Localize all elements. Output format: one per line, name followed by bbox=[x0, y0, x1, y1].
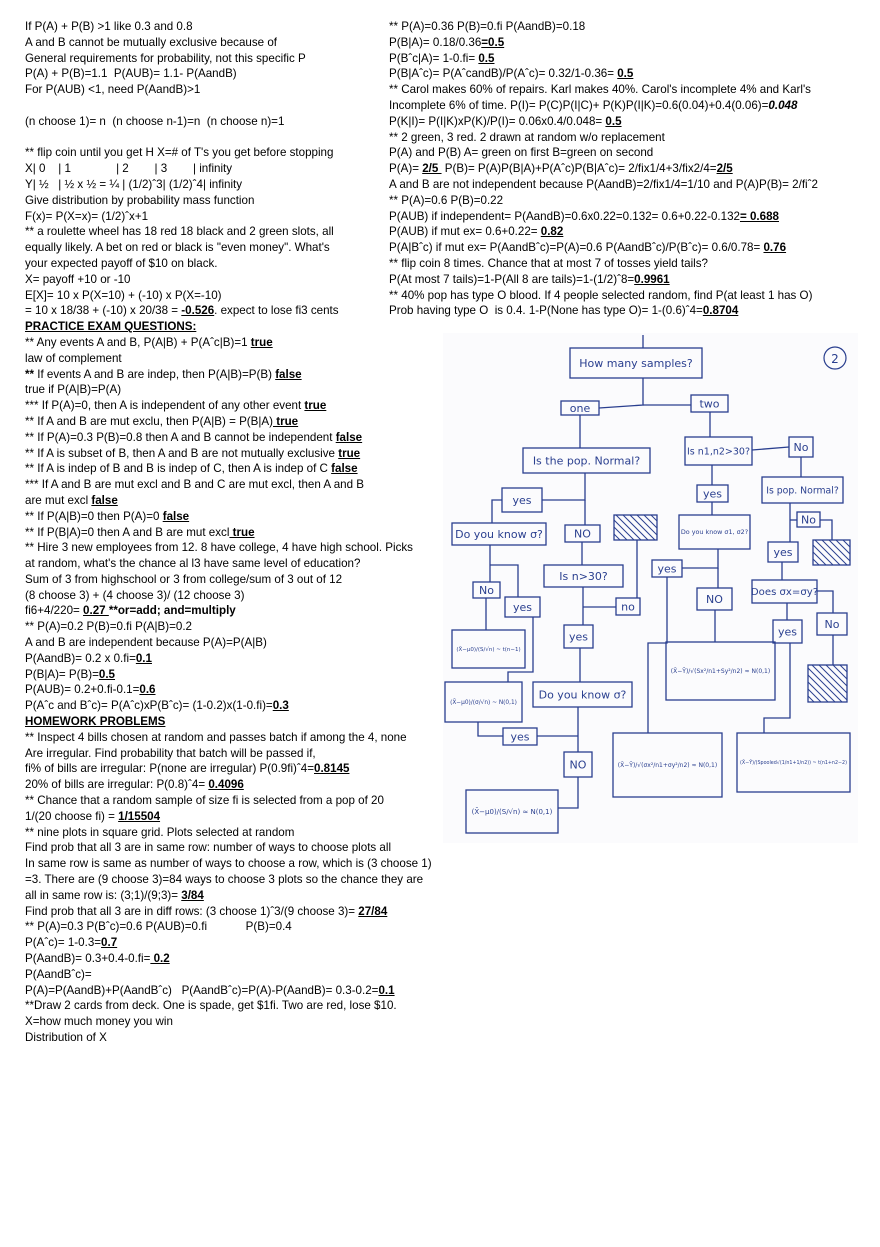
text-line bbox=[25, 746, 440, 762]
text-segment: ** Carol makes 60% of repairs. Karl makes 40%. Carol's incomplete 4% and Karl's bbox=[389, 83, 811, 97]
text-line bbox=[389, 193, 869, 209]
flowchart-label: Do you know σ? bbox=[538, 688, 627, 702]
flowchart-label: No bbox=[793, 440, 809, 454]
text-segment: If P(A) + P(B) >1 like 0.3 and 0.8 bbox=[25, 20, 193, 33]
text-segment: ** P(A)=0.6 P(B)=0.22 bbox=[389, 193, 504, 207]
left-notes-column bbox=[25, 19, 440, 1046]
flowchart-label: (X̄−Ȳ)/√(σx²/n1+σy²/n2) ≈ N(0,1) bbox=[617, 762, 718, 770]
text-segment: ** If P(A|B)=0 then P(A)=0 bbox=[25, 509, 163, 523]
text-line bbox=[389, 66, 869, 82]
answer-text: 0.6 bbox=[139, 683, 156, 697]
text-segment: P(B)= P(A)P(B|A)+P(Aˆc)P(B|Aˆc)= 2/fix1/4+3/fix2/4= bbox=[441, 162, 717, 176]
text-line bbox=[25, 935, 440, 951]
text-line bbox=[25, 825, 440, 841]
answer-text: 2/5 bbox=[422, 162, 442, 176]
text-segment: 1/(20 choose fi) = bbox=[25, 809, 119, 823]
flowchart-label: Is n1,n2>30? bbox=[686, 446, 751, 458]
answer-text: PRACTICE EXAM QUESTIONS: bbox=[25, 320, 197, 334]
flowchart-label: (X̄−μ0)/(σ/√n) ~ N(0,1) bbox=[450, 700, 517, 707]
flowchart-label: NO bbox=[574, 527, 591, 541]
text-segment: Give distribution by probability mass function bbox=[25, 193, 255, 207]
flowchart-label: yes bbox=[773, 545, 793, 559]
text-line bbox=[25, 209, 440, 225]
text-line bbox=[25, 130, 440, 146]
text-segment: ** If P(A)=0.3 P(B)=0.8 then A and B cannot be independent bbox=[25, 430, 336, 444]
text-line bbox=[25, 66, 440, 82]
text-segment: ** flip coin 8 times. Chance that at most 7 of tosses yield tails? bbox=[389, 256, 708, 270]
text-segment: ** P(A)=0.2 P(B)=0.fi P(A|B)=0.2 bbox=[25, 620, 193, 634]
text-segment: ** P(A)=0.3 P(Bˆc)=0.6 P(AUB)=0.fi P(B)=0.4 bbox=[25, 920, 292, 934]
text-line bbox=[25, 509, 440, 525]
text-line bbox=[25, 556, 440, 572]
text-segment: ** Chance that a random sample of size fi is selected from a pop of 20 bbox=[25, 794, 384, 808]
text-line bbox=[25, 145, 440, 161]
text-line bbox=[389, 82, 869, 98]
text-segment: *** If P(A)=0, then A is independent of any other event bbox=[25, 399, 305, 413]
text-segment: P(A)= bbox=[389, 162, 423, 176]
text-segment: your expected payoff of $10 on black. bbox=[25, 256, 218, 270]
flowchart-label: No bbox=[479, 583, 494, 597]
text-segment: 0.048 bbox=[768, 98, 798, 112]
text-line bbox=[25, 603, 440, 619]
text-segment: X= payoff +10 or -10 bbox=[25, 272, 131, 286]
text-segment: (n choose 1)= n (n choose n-1)=n (n choose n)=1 bbox=[25, 114, 285, 128]
text-line bbox=[25, 714, 440, 730]
text-line bbox=[25, 888, 440, 904]
text-segment: P(B|A)= P(B)= bbox=[25, 667, 99, 681]
text-segment: ** Hire 3 new employees from 12. 8 have college, 4 have high school. Picks bbox=[25, 541, 413, 555]
text-line bbox=[25, 872, 440, 888]
text-segment: P(A) and P(B) A= green on first B=green on second bbox=[389, 146, 654, 160]
answer-text: false bbox=[275, 367, 302, 381]
text-line bbox=[389, 98, 869, 114]
text-line bbox=[25, 193, 440, 209]
answer-text: true bbox=[338, 446, 361, 460]
flowchart-label: NO bbox=[569, 758, 587, 772]
text-line bbox=[389, 19, 869, 35]
text-line bbox=[25, 256, 440, 272]
answer-text: 0.27 bbox=[83, 604, 109, 618]
handwritten-flowchart-image bbox=[443, 333, 858, 843]
flowchart-label: (X̄−Ȳ)/(Spooled√(1/n1+1/n2)) ~ t(n1+n2−2) bbox=[740, 761, 847, 767]
text-segment: **Draw 2 cards from deck. One is spade, get $1fi. Two are red, lose $10. bbox=[25, 999, 397, 1013]
answer-text: 0.5 bbox=[617, 67, 634, 81]
flowchart-label: Do you know σ? bbox=[455, 527, 543, 541]
text-segment: fi6+4/220= bbox=[25, 604, 84, 618]
answer-text: 2/5 bbox=[716, 162, 733, 176]
answer-text: false bbox=[335, 430, 363, 444]
answer-text: 0.4096 bbox=[208, 778, 244, 792]
flowchart-label: yes bbox=[512, 493, 532, 507]
text-line bbox=[25, 35, 440, 51]
page-number: 2 bbox=[831, 352, 839, 366]
flowchart-label: How many samples? bbox=[579, 356, 693, 370]
text-segment: 20% of bills are irregular: P(0.8)ˆ4= bbox=[25, 778, 209, 792]
text-segment: equally likely. A bet on red or black is "even money". What's bbox=[25, 241, 330, 255]
text-line bbox=[25, 351, 440, 367]
text-line bbox=[25, 319, 440, 335]
text-segment: ** a roulette wheel has 18 red 18 black and 2 green slots, all bbox=[25, 225, 334, 239]
answer-text: false bbox=[331, 462, 358, 476]
text-line bbox=[25, 951, 440, 967]
text-line bbox=[25, 367, 440, 383]
text-segment: P(AUB) if independent= P(AandB)=0.6x0.22=0.132= 0.6+0.22-0.132 bbox=[389, 209, 740, 223]
text-line bbox=[389, 256, 869, 272]
answer-text: true bbox=[304, 399, 327, 413]
text-line bbox=[25, 682, 440, 698]
text-line bbox=[25, 161, 440, 177]
text-segment: For P(AUB) <1, need P(AandB)>1 bbox=[25, 83, 201, 97]
text-line bbox=[25, 919, 440, 935]
answer-text: 0.1 bbox=[135, 651, 152, 665]
flowchart-label: yes bbox=[777, 625, 798, 639]
text-segment: Find prob that all 3 are in diff rows: (3 choose 1)ˆ3/(9 choose 3)= bbox=[25, 904, 359, 918]
text-segment: true if P(A|B)=P(A) bbox=[25, 383, 122, 397]
text-segment: P(At most 7 tails)=1-P(All 8 are tails)=1-(1/2)ˆ8= bbox=[389, 272, 635, 286]
text-line bbox=[25, 667, 440, 683]
text-segment: ** 2 green, 3 red. 2 drawn at random w/o replacement bbox=[389, 130, 665, 144]
text-segment: P(K|I)= P(I|K)xP(K)/P(I)= 0.06x0.4/0.048= bbox=[389, 114, 606, 128]
text-line bbox=[389, 145, 869, 161]
text-segment: ** P(A)=0.36 P(B)=0.fi P(AandB)=0.18 bbox=[389, 20, 586, 33]
answer-text: = 0.688 bbox=[739, 209, 779, 223]
text-segment: F(x)= P(X=x)= (1/2)ˆx+1 bbox=[25, 209, 149, 223]
text-segment: law of complement bbox=[25, 351, 122, 365]
answer-text: true bbox=[273, 414, 299, 428]
text-segment: ** flip coin until you get H X=# of T's you get before stopping bbox=[25, 146, 334, 160]
text-segment: ** If A is subset of B, then A and B are not mutually exclusive bbox=[25, 446, 339, 460]
text-segment: ** If A is indep of B and B is indep of C, then A is indep of C bbox=[25, 462, 332, 476]
text-line bbox=[25, 840, 440, 856]
answer-text: 0.8145 bbox=[314, 762, 350, 776]
text-line bbox=[389, 272, 869, 288]
text-line bbox=[389, 51, 869, 67]
answer-text: 0.8704 bbox=[702, 304, 739, 318]
flowchart-label: yes bbox=[702, 487, 723, 501]
text-segment: General requirements for probability, not this specific P bbox=[25, 51, 306, 65]
text-segment: P(A)=P(AandB)+P(AandBˆc) P(AandBˆc)=P(A)-P(AandB)= 0.3-0.2= bbox=[25, 983, 379, 997]
text-segment: Incomplete 6% of time. P(I)= P(C)P(I|C)+ P(K)P(I|K)=0.6(0.04)+0.4(0.06)= bbox=[389, 98, 769, 112]
text-line bbox=[25, 730, 440, 746]
answer-text: 0.1 bbox=[378, 983, 395, 997]
text-line bbox=[25, 272, 440, 288]
text-line bbox=[25, 303, 440, 319]
flowchart-label: Do you know σ1, σ2? bbox=[680, 528, 749, 537]
text-line bbox=[25, 635, 440, 651]
text-line bbox=[25, 224, 440, 240]
flowchart-label: (X̄−μ0)/(S/√n) ≈ N(0,1) bbox=[471, 807, 553, 816]
flowchart-label: yes bbox=[510, 730, 530, 744]
text-segment: P(Bˆc|A)= 1-0.fi= bbox=[389, 51, 479, 65]
text-segment: In same row is same as number of ways to choose a row, which is (3 choose 1) bbox=[25, 857, 432, 871]
text-segment: P(AandB)= 0.2 x 0.fi= bbox=[25, 651, 136, 665]
text-line bbox=[25, 98, 440, 114]
text-line bbox=[25, 114, 440, 130]
text-line bbox=[25, 288, 440, 304]
answer-text: 0.5 bbox=[478, 51, 495, 65]
text-line bbox=[25, 525, 440, 541]
text-line bbox=[25, 1030, 440, 1046]
text-segment: (8 choose 3) + (4 choose 3)/ (12 choose 3) bbox=[25, 588, 245, 602]
text-segment: P(B|A)= 0.18/0.36 bbox=[389, 35, 482, 49]
answer-text: -0.526 bbox=[181, 304, 215, 318]
text-segment: Are irregular. Find probability that batch will be passed if, bbox=[25, 746, 316, 760]
flowchart-label: yes bbox=[568, 630, 589, 644]
answer-text: 0.82 bbox=[540, 225, 564, 239]
right-notes-column bbox=[389, 19, 869, 319]
text-segment: ** If P(B|A)=0 then A and B are mut excl bbox=[25, 525, 230, 539]
text-segment: all in same row is: (3;1)/(9;3)= bbox=[25, 888, 182, 902]
text-line bbox=[25, 51, 440, 67]
text-line bbox=[25, 82, 440, 98]
answer-text: HOMEWORK PROBLEMS bbox=[25, 715, 166, 729]
flowchart-label: No bbox=[824, 617, 840, 631]
text-line bbox=[25, 967, 440, 983]
text-line bbox=[389, 130, 869, 146]
text-segment: A and B are independent because P(A)=P(A|B) bbox=[25, 636, 267, 650]
text-segment: P(AandBˆc)= bbox=[25, 967, 92, 981]
text-line bbox=[389, 209, 869, 225]
text-line bbox=[25, 856, 440, 872]
text-line bbox=[389, 224, 869, 240]
text-line bbox=[25, 572, 440, 588]
answer-text: false bbox=[162, 509, 190, 523]
flowchart-label: Is n>30? bbox=[559, 569, 608, 583]
text-line bbox=[25, 588, 440, 604]
text-segment: X| 0 | 1 | 2 | 3 | infinity bbox=[25, 162, 233, 176]
text-segment: ** Any events A and B, P(A|B) + P(Aˆc|B)=1 bbox=[25, 335, 251, 349]
flowchart-label: Does σx=σy? bbox=[750, 587, 819, 599]
text-segment: P(Aˆc)= 1-0.3= bbox=[25, 936, 102, 950]
text-segment: . expect to lose fi3 cents bbox=[214, 304, 339, 318]
text-line bbox=[25, 19, 440, 35]
flowchart-label: two bbox=[699, 397, 720, 411]
flowchart-label: yes bbox=[512, 600, 533, 614]
text-line bbox=[25, 698, 440, 714]
text-line bbox=[389, 161, 869, 177]
text-segment: are mut excl bbox=[25, 493, 92, 507]
answer-text: 0.2 bbox=[150, 952, 170, 966]
text-segment: A and B are not independent because P(AandB)=2/fix1/4=1/10 and P(A)P(B)= 2/fiˆ2 bbox=[389, 177, 818, 191]
answer-text: false bbox=[91, 493, 118, 507]
text-line bbox=[25, 983, 440, 999]
text-line bbox=[389, 240, 869, 256]
flowchart-label: one bbox=[569, 401, 591, 415]
text-line bbox=[25, 809, 440, 825]
text-line bbox=[25, 777, 440, 793]
text-segment: P(Aˆc and Bˆc)= P(Aˆc)xP(Bˆc)= (1-0.2)x(1-0.fi)= bbox=[25, 699, 273, 713]
text-segment: P(A|Bˆc) if mut ex= P(AandBˆc)=P(A)=0.6 P(AandBˆc)/P(Bˆc)= 0.6/0.78= bbox=[389, 241, 764, 255]
text-segment: A and B cannot be mutually exclusive because of bbox=[25, 35, 277, 49]
text-line bbox=[25, 540, 440, 556]
text-segment: Prob having type O is 0.4. 1-P(None has type O)= 1-(0.6)ˆ4= bbox=[389, 304, 703, 318]
answer-text: =0.5 bbox=[481, 35, 505, 49]
text-segment: =3. There are (9 choose 3)=84 ways to choose 3 plots so the chance they are bbox=[25, 873, 424, 887]
text-segment: Find prob that all 3 are in same row: number of ways to choose plots all bbox=[25, 841, 392, 855]
text-line bbox=[25, 793, 440, 809]
flowchart-label: (X̄−Ȳ)/√(Sx²/n1+Sy²/n2) ≈ N(0,1) bbox=[670, 668, 771, 676]
answer-text: 0.5 bbox=[98, 667, 116, 681]
answer-text: 27/84 bbox=[358, 904, 388, 918]
text-segment: fi% of bills are irregular: P(none are irregular) P(0.9fi)ˆ4= bbox=[25, 762, 314, 776]
text-segment: Sum of 3 from highschool or 3 from college/sum of 3 out of 12 bbox=[25, 572, 343, 586]
text-segment: P(A) + P(B)=1.1 P(AUB)= 1.1- P(AandB) bbox=[25, 67, 237, 81]
text-line bbox=[389, 35, 869, 51]
flowchart-label: yes bbox=[657, 562, 677, 576]
flowchart-label: NO bbox=[706, 592, 723, 606]
text-line bbox=[389, 303, 869, 319]
text-segment: P(AandB)= 0.3+0.4-0.fi= bbox=[25, 952, 151, 966]
text-line bbox=[25, 493, 440, 509]
text-segment: P(AUB)= 0.2+0.fi-0.1= bbox=[25, 683, 140, 697]
answer-text: true bbox=[229, 525, 255, 539]
flowchart-label: no bbox=[621, 600, 635, 614]
text-line bbox=[25, 904, 440, 920]
text-line bbox=[25, 619, 440, 635]
text-line bbox=[25, 446, 440, 462]
text-segment: ** 40% pop has type O blood. If 4 people selected random, find P(at least 1 has O) bbox=[389, 288, 813, 302]
answer-text: 1/15504 bbox=[118, 809, 161, 823]
text-segment: Y| ½ | ½ x ½ = ¼ | (1/2)ˆ3| (1/2)ˆ4| infinity bbox=[25, 177, 243, 191]
text-line bbox=[25, 177, 440, 193]
text-segment: = 10 x 18/38 + (-10) x 20/38 = bbox=[25, 304, 182, 318]
text-line bbox=[25, 382, 440, 398]
text-line bbox=[25, 414, 440, 430]
text-segment: P(AUB) if mut ex= 0.6+0.22= bbox=[389, 225, 541, 239]
text-segment: at random, what's the chance al l3 have same level of education? bbox=[25, 557, 361, 571]
text-segment: ** nine plots in square grid. Plots selected at random bbox=[25, 825, 295, 839]
text-line bbox=[25, 398, 440, 414]
text-segment: P(B|Aˆc)= P(AˆcandB)/P(Aˆc)= 0.32/1-0.36= bbox=[389, 67, 618, 81]
text-segment: *** If A and B are mut excl and B and C are mut excl, then A and B bbox=[25, 478, 364, 492]
text-segment: **or=add; and=multiply bbox=[108, 604, 236, 618]
answer-text: 3/84 bbox=[181, 888, 204, 902]
text-segment: ** bbox=[25, 367, 35, 381]
text-segment: If events A and B are indep, then P(A|B)=P(B) bbox=[34, 367, 276, 381]
text-line bbox=[25, 240, 440, 256]
text-segment: X=how much money you win bbox=[25, 1015, 173, 1029]
text-line bbox=[25, 461, 440, 477]
text-line bbox=[25, 651, 440, 667]
text-line bbox=[389, 288, 869, 304]
text-line bbox=[25, 761, 440, 777]
answer-text: true bbox=[250, 335, 273, 349]
text-segment: ** Inspect 4 bills chosen at random and passes batch if among the 4, none bbox=[25, 730, 407, 744]
answer-text: 0.3 bbox=[272, 699, 289, 713]
text-line bbox=[25, 335, 440, 351]
text-segment: E[X]= 10 x P(X=10) + (-10) x P(X=-10) bbox=[25, 288, 222, 302]
answer-text: 0.5 bbox=[605, 114, 622, 128]
answer-text: 0.76 bbox=[763, 241, 787, 255]
answer-text: 0.9961 bbox=[634, 272, 670, 286]
text-line bbox=[389, 177, 869, 193]
flowchart-label: Is pop. Normal? bbox=[766, 485, 839, 497]
text-segment: Distribution of X bbox=[25, 1031, 107, 1044]
text-segment: ** If A and B are mut exclu, then P(A|B) = P(B|A) bbox=[25, 414, 273, 428]
text-line bbox=[25, 1014, 440, 1030]
text-line bbox=[25, 998, 440, 1014]
text-line bbox=[389, 114, 869, 130]
text-line bbox=[25, 430, 440, 446]
flowchart-label: (X̄−μ0)/(S/√n) ~ t(n−1) bbox=[456, 646, 521, 653]
text-line bbox=[25, 477, 440, 493]
flowchart-label: Is the pop. Normal? bbox=[532, 454, 641, 468]
answer-text: 0.7 bbox=[101, 936, 118, 950]
flowchart-label: No bbox=[801, 513, 816, 527]
